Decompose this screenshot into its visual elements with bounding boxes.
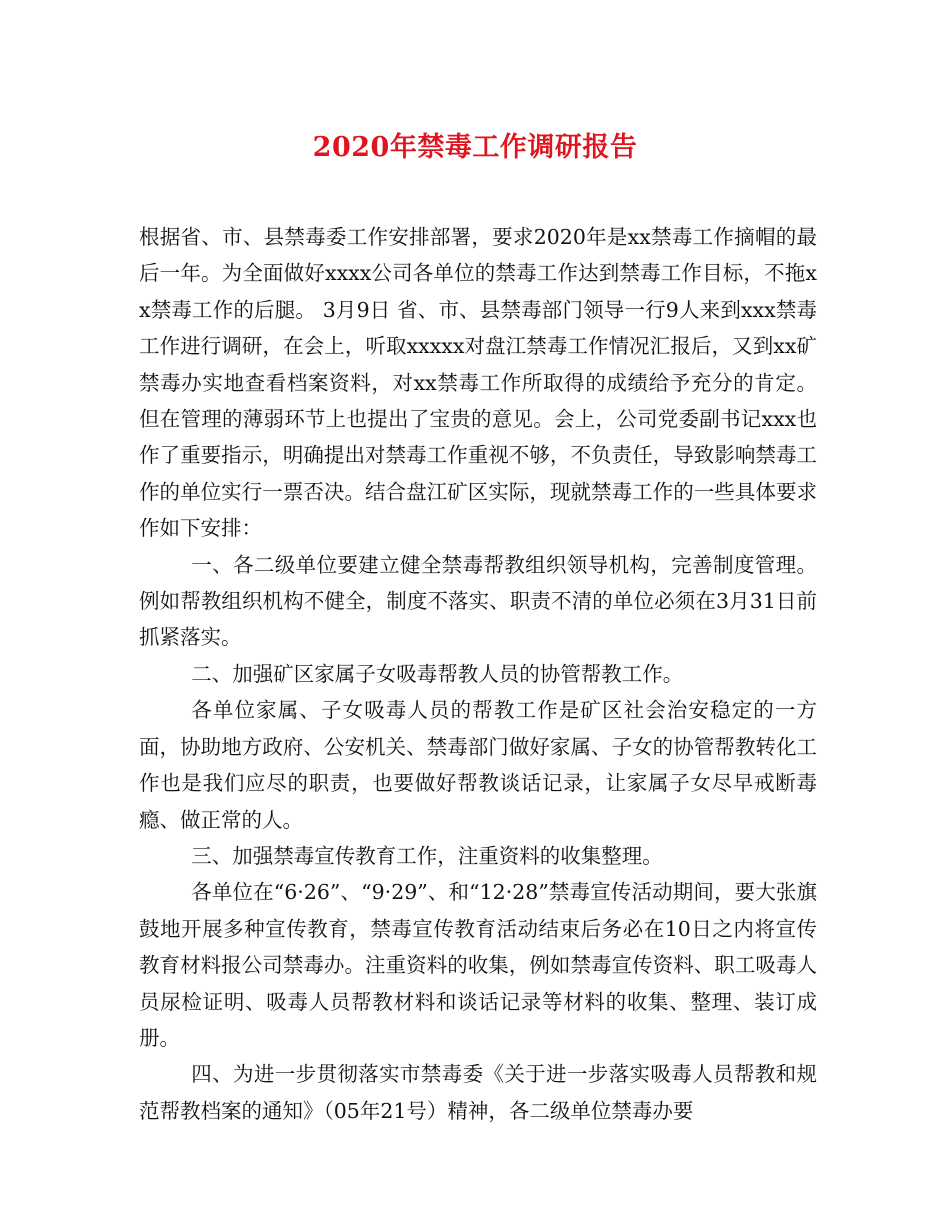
document-title: 2020年禁毒工作调研报告 <box>312 132 638 163</box>
paragraph-item-2-body: 各单位家属、子女吸毒人员的帮教工作是矿区社会治安稳定的一方面，协助地方政府、公安机关、禁毒部门做好家属、子女的协管帮教转化工作也是我们应尽的职责，也要做好帮教谈话记录，让家属子女尽早戒断毒瘾、做正常的人。 <box>139 698 817 832</box>
paragraph-intro: 根据省、市、县禁毒委工作安排部署，要求2020年是xx禁毒工作摘帽的最后一年。为全面做好xxxx公司各单位的禁毒工作达到禁毒工作目标，不拖xx禁毒工作的后腿。 3月9日 省、市、县禁毒部门领导一行9人来到xxx禁毒工作进行调研，在会上，听取xxxxx对盘江禁毒工作情况汇报后，又到xx矿禁毒办实地查看档案资料，对xx禁毒工作所取得的成绩给予充分的肯定。但在管理的薄弱环节上也提出了宝贵的意见。会上，公司党委副书记xxx也作了重要指示，明确提出对禁毒工作重视不够，不负责任，导致影响禁毒工作的单位实行一票否决。结合盘江矿区实际，现就禁毒工作的一些具体要求作如下安排： <box>139 225 817 541</box>
document-body <box>139 219 817 1129</box>
paragraph-item-2-heading: 二、加强矿区家属子女吸毒帮教人员的协管帮教工作。 <box>191 661 684 686</box>
paragraph-item-3-body: 各单位在“6·26”、“9·29”、和“12·28”禁毒宣传活动期间，要大张旗鼓地开展多种宣传教育，禁毒宣传教育活动结束后务必在10日之内将宣传教育材料报公司禁毒办。注重资料的收集，例如禁毒宣传资料、职工吸毒人员尿检证明、吸毒人员帮教材料和谈话记录等材料的收集、整理、装订成册。 <box>139 880 817 1050</box>
paragraph-item-1: 一、各二级单位要建立健全禁毒帮教组织领导机构，完善制度管理。例如帮教组织机构不健全，制度不落实、职责不清的单位必须在3月31日前 抓紧落实。 <box>139 552 817 650</box>
paragraph-item-3-heading: 三、加强禁毒宣传教育工作，注重资料的收集整理。 <box>191 843 663 868</box>
paragraph-item-4: 四、为进一步贯彻落实市禁毒委《关于进一步落实吸毒人员帮教和规范帮教档案的通知》（05年21号）精神，各二级单位禁毒办要 <box>139 1062 817 1123</box>
